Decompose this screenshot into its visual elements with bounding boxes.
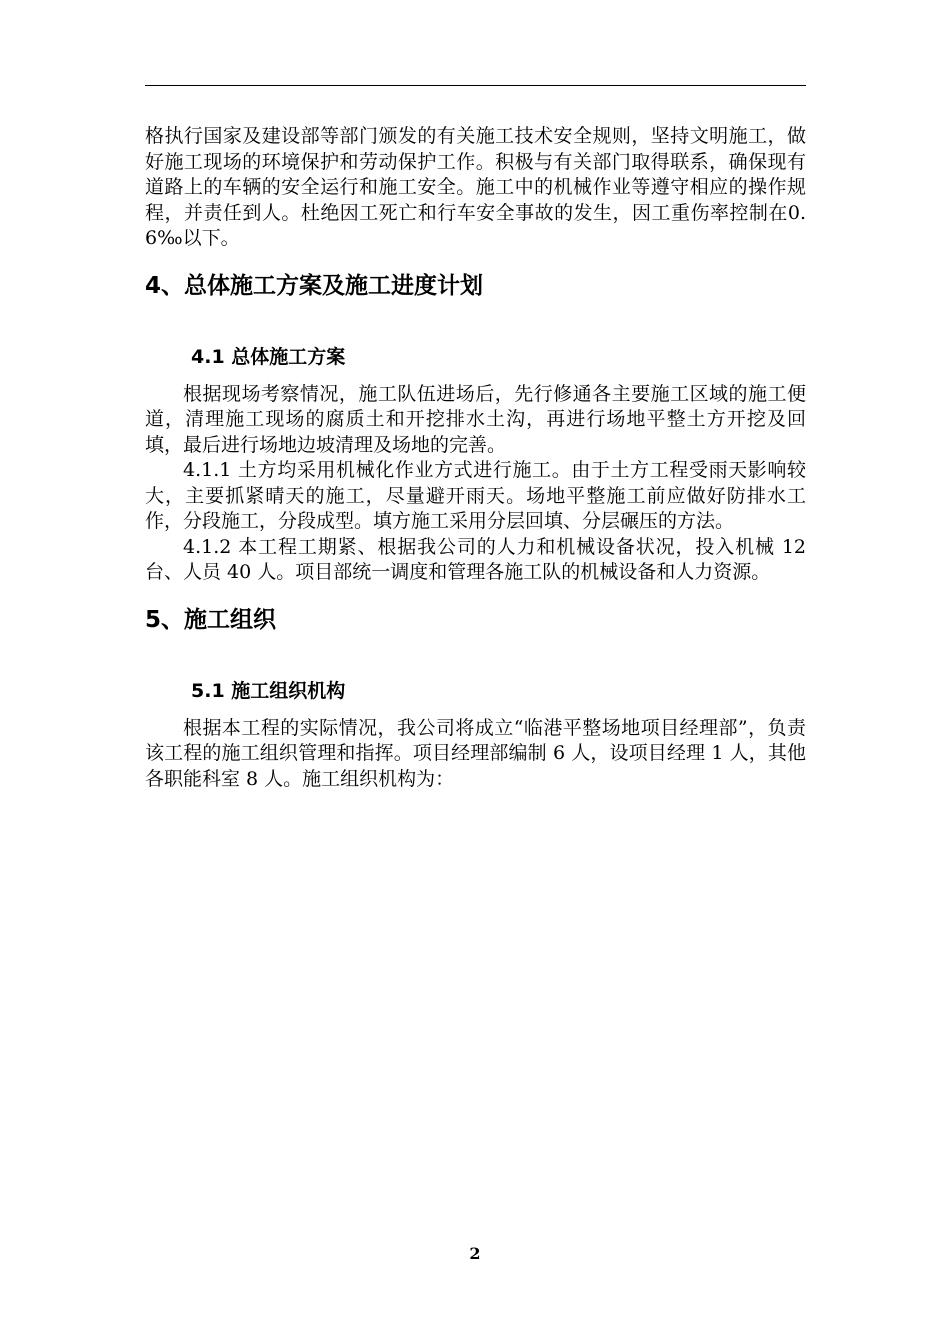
header-rule bbox=[145, 85, 806, 86]
section-5-1-paragraph: 根据本工程的实际情况，我公司将成立“临港平整场地项目经理部”，负责该工程的施工组织管理和指挥。项目经理部编制 6 人，设项目经理 1 人，其他各职能科室 8 人。施工组织机构为： bbox=[145, 716, 806, 790]
section-4-1-1-paragraph: 4.1.1 土方均采用机械化作业方式进行施工。由于土方工程受雨天影响较大，主要抓紧晴天的施工，尽量避开雨天。场地平整施工前应做好防排水工作，分段施工，分段成型。填方施工采用分层回填、分层碾压的方法。 bbox=[145, 459, 806, 532]
section-5-1-heading: 5.1 施工组织机构 bbox=[191, 679, 346, 702]
section-4-heading: 4、总体施工方案及施工进度计划 bbox=[145, 272, 484, 299]
section-5-heading: 5、施工组织 bbox=[145, 606, 277, 633]
section-4-1-paragraph: 根据现场考察情况，施工队伍进场后，先行修通各主要施工区域的施工便道，清理施工现场的腐质土和开挖排水土沟，再进行场地平整土方开挖及回填，最后进行场地边坡清理及场地的完善。 bbox=[145, 382, 806, 456]
page-number: 2 bbox=[469, 1244, 481, 1263]
page-content bbox=[145, 124, 806, 792]
intro-paragraph: 格执行国家及建设部等部门颁发的有关施工技术安全规则，坚持文明施工，做好施工现场的环境保护和劳动保护工作。积极与有关部门取得联系，确保现有道路上的车辆的安全运行和施工安全。施工中的机械作业等遵守相应的操作规程，并责任到人。杜绝因工死亡和行车安全事故的发生，因工重伤率控制在0.6‰以下。 bbox=[145, 125, 806, 249]
section-4-1-heading: 4.1 总体施工方案 bbox=[191, 345, 346, 368]
section-4-1-2-paragraph: 4.1.2 本工程工期紧、根据我公司的人力和机械设备状况，投入机械 12 台、人员 40 人。项目部统一调度和管理各施工队的机械设备和人力资源。 bbox=[145, 535, 806, 583]
